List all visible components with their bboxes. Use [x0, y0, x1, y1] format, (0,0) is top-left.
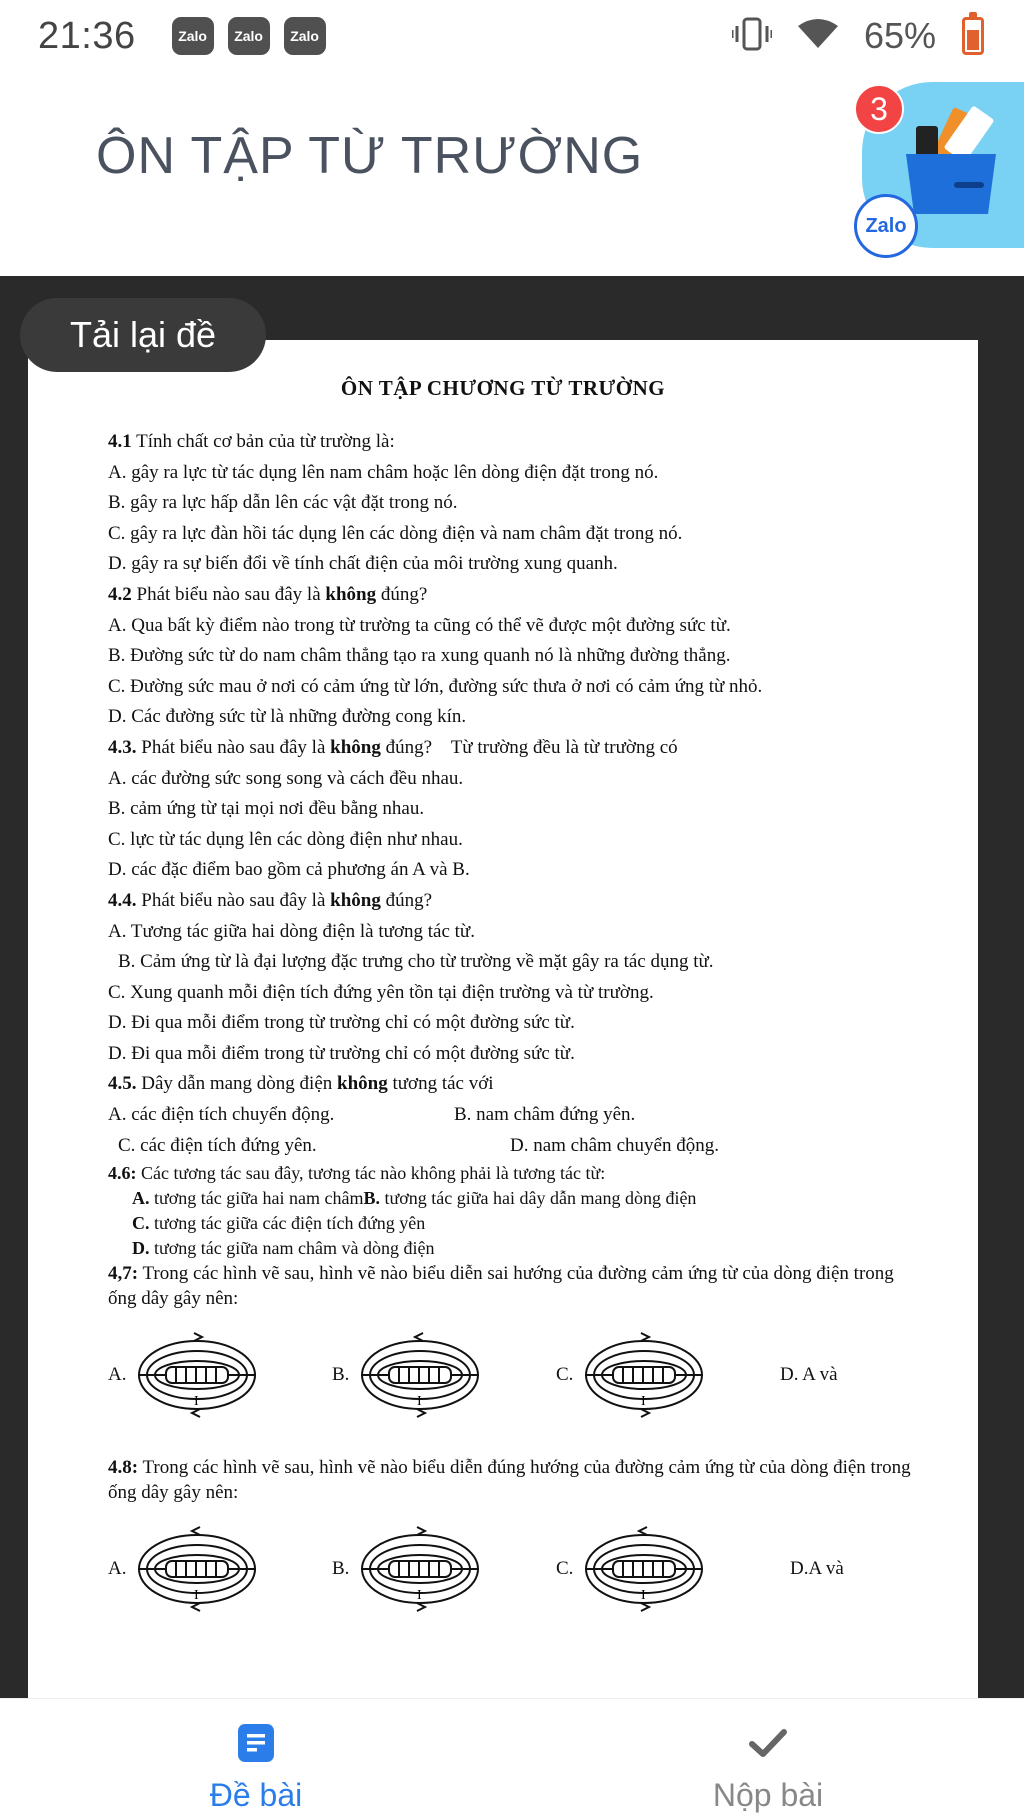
question-emphasis: không: [330, 889, 381, 911]
question-text: Phát biểu nào sau đây là: [136, 736, 331, 758]
figure-option: [108, 1327, 332, 1423]
option-label: D.: [132, 1238, 150, 1259]
question-text: Tính chất cơ bản của từ trường là:: [131, 431, 395, 452]
question-4-7: [108, 1261, 922, 1311]
question-number: 4.6:: [108, 1163, 137, 1184]
question-text: đúng?: [376, 583, 428, 605]
question-4-6: [108, 1161, 922, 1186]
figure-label: D.A và: [790, 1558, 844, 1580]
tab-submit[interactable]: [512, 1699, 1024, 1820]
option: D. Các đường sức từ là những đường cong kín.: [108, 706, 467, 728]
figure-label: C.: [556, 1558, 574, 1580]
notification-icons: [172, 17, 326, 55]
option: A. gây ra lực từ tác dụng lên nam châm hoặc lên dòng điện đặt trong nó.: [108, 461, 659, 483]
question-number: 4,7:: [108, 1263, 139, 1285]
option: B. nam châm đứng yên.: [454, 1104, 636, 1126]
status-indicators: [732, 0, 984, 72]
figure-option: [332, 1327, 556, 1423]
option-label: C.: [132, 1213, 150, 1234]
question-number: 4.5.: [108, 1073, 137, 1095]
document-viewer[interactable]: [0, 276, 1024, 1698]
vibrate-icon: [732, 17, 772, 56]
option: D. Đi qua mỗi điểm trong từ trường chỉ có một đường sức từ.: [108, 1012, 575, 1034]
option: B. gây ra lực hấp dẫn lên các vật đặt trong nó.: [108, 492, 458, 514]
question-4-5: [108, 1069, 922, 1100]
document-title: ÔN TẬP CHƯƠNG TỪ TRƯỜNG: [340, 376, 666, 400]
reload-exam-button[interactable]: Tải lại đề: [20, 298, 266, 372]
tab-submit-label: Nộp bài: [712, 1777, 824, 1813]
option-label: A.: [132, 1188, 150, 1209]
figure-option: [108, 1521, 332, 1617]
current-label: I: [194, 1394, 200, 1410]
app-header: [0, 72, 1024, 276]
bubble-count-badge: 3: [854, 84, 904, 134]
question-4-3: [108, 733, 922, 764]
question-4-4: [108, 886, 922, 917]
page-title: ÔN TẬP TỪ TRƯỜNG: [96, 127, 644, 185]
question-text: đúng? Từ trường đều là từ trường có: [380, 736, 678, 758]
question-text: đúng?: [380, 889, 433, 911]
option: C. Xung quanh mỗi điện tích đứng yên tồn tại điện trường và từ trường.: [108, 981, 654, 1003]
exam-page: [28, 340, 978, 1710]
current-label: I: [417, 1588, 423, 1604]
option: D. Đi qua mỗi điểm trong từ trường chỉ có một đường sức từ.: [108, 1042, 575, 1064]
question-4-1: [108, 427, 922, 458]
figure-label: A.: [108, 1558, 127, 1580]
zalo-notification-icon: Zalo: [228, 17, 270, 55]
wifi-icon: [798, 18, 838, 55]
question-text: Các tương tác sau đây, tương tác nào không phải là tương tác từ:: [136, 1163, 606, 1184]
option-label: B.: [363, 1188, 380, 1209]
option-text: tương tác giữa hai dây dẫn mang dòng điện: [379, 1188, 697, 1209]
question-emphasis: không: [330, 736, 381, 758]
zalo-notification-icon: Zalo: [284, 17, 326, 55]
figure-label: A.: [108, 1364, 127, 1386]
figure-label: C.: [556, 1364, 574, 1386]
question-text: Dây dẫn mang dòng điện: [136, 1073, 338, 1095]
question-text: Trong các hình vẽ sau, hình vẽ nào biểu diễn sai hướng của đường cảm ứng từ của dòng điện trong ống dây gây nên:: [108, 1263, 894, 1310]
option-text: tương tác giữa nam châm và dòng điện: [149, 1238, 435, 1259]
question-4-8: [108, 1455, 922, 1505]
option: C. Đường sức mau ở nơi có cảm ứng từ lớn, đường sức thưa ở nơi có cảm ứng từ nhỏ.: [108, 675, 763, 697]
current-label: I: [417, 1394, 423, 1410]
solenoid-diagram: [134, 1521, 260, 1617]
battery-percent: 65%: [863, 15, 936, 56]
tab-exam-label: Đề bài: [209, 1777, 303, 1813]
question-emphasis: không: [337, 1073, 388, 1095]
question-number: 4.1: [108, 431, 132, 452]
battery-icon: [962, 17, 984, 55]
solenoid-diagram: [357, 1521, 483, 1617]
status-time: 21:36: [38, 14, 136, 57]
figure-label: B.: [332, 1558, 350, 1580]
option-text: tương tác giữa các điện tích đứng yên: [149, 1213, 426, 1234]
option: A. các điện tích chuyển động.: [108, 1104, 335, 1126]
option-text: tương tác giữa hai nam châm: [149, 1188, 364, 1209]
tab-exam[interactable]: [0, 1699, 512, 1820]
current-label: I: [641, 1394, 647, 1410]
question-number: 4.4.: [108, 889, 137, 911]
current-label: I: [194, 1588, 200, 1604]
option: A. Tương tác giữa hai dòng điện là tương tác từ.: [108, 920, 475, 942]
option: [132, 1186, 922, 1211]
figure-option: [332, 1521, 556, 1617]
option: D. gây ra sự biến đổi về tính chất điện của môi trường xung quanh.: [108, 553, 618, 575]
option-row: [84, 1131, 922, 1162]
status-bar: [0, 0, 1024, 72]
figure-label: D. A và: [780, 1364, 838, 1386]
option: B. Đường sức từ do nam châm thẳng tạo ra xung quanh nó là những đường thẳng.: [108, 645, 731, 667]
current-label: I: [641, 1588, 647, 1604]
solenoid-diagram: [581, 1521, 707, 1617]
checkmark-icon: [748, 1723, 788, 1763]
option: C. gây ra lực đàn hồi tác dụng lên các dòng điện và nam châm đặt trong nó.: [108, 522, 683, 544]
question-number: 4.2: [108, 583, 132, 605]
question-number: 4.8:: [108, 1457, 139, 1479]
option: B. Cảm ứng từ là đại lượng đặc trưng cho từ trường về mặt gây ra tác dụng từ.: [118, 951, 714, 973]
solenoid-diagram: [357, 1327, 483, 1423]
option: [132, 1211, 922, 1236]
question-text: Phát biểu nào sau đây là: [131, 583, 326, 605]
question-text: Phát biểu nào sau đây là: [136, 889, 331, 911]
option: B. cảm ứng từ tại mọi nơi đều bằng nhau.: [108, 798, 425, 820]
option: C. các điện tích đứng yên.: [118, 1134, 317, 1156]
solenoid-diagram: [134, 1327, 260, 1423]
question-text: Trong các hình vẽ sau, hình vẽ nào biểu diễn đúng hướng của đường cảm ứng từ của dòng điện trong ống dây gây nên:: [108, 1457, 911, 1504]
zalo-notification-icon: Zalo: [172, 17, 214, 55]
figure-row-4-7: [108, 1319, 922, 1431]
question-4-2: [108, 580, 922, 611]
solenoid-diagram: [581, 1327, 707, 1423]
option: D. các đặc điểm bao gồm cả phương án A và B.: [108, 859, 470, 881]
option: A. Qua bất kỳ điểm nào trong từ trường ta cũng có thể vẽ được một đường sức từ.: [108, 614, 731, 636]
option-row: [84, 1100, 922, 1131]
option: [132, 1236, 922, 1261]
option: C. lực từ tác dụng lên các dòng điện như nhau.: [108, 828, 463, 850]
question-emphasis: không: [325, 583, 377, 605]
document-icon: [236, 1723, 276, 1763]
figure-label: B.: [332, 1364, 350, 1386]
figure-option: [556, 1327, 780, 1423]
question-text: tương tác với: [387, 1073, 494, 1095]
figure-row-4-8: [108, 1513, 922, 1625]
zalo-logo-icon: Zalo: [854, 194, 918, 258]
figure-option: [556, 1521, 790, 1617]
question-number: 4.3.: [108, 736, 137, 758]
bottom-nav: [0, 1698, 1024, 1820]
option: D. nam châm chuyển động.: [510, 1134, 719, 1156]
option: A. các đường sức song song và cách đều nhau.: [108, 767, 464, 789]
